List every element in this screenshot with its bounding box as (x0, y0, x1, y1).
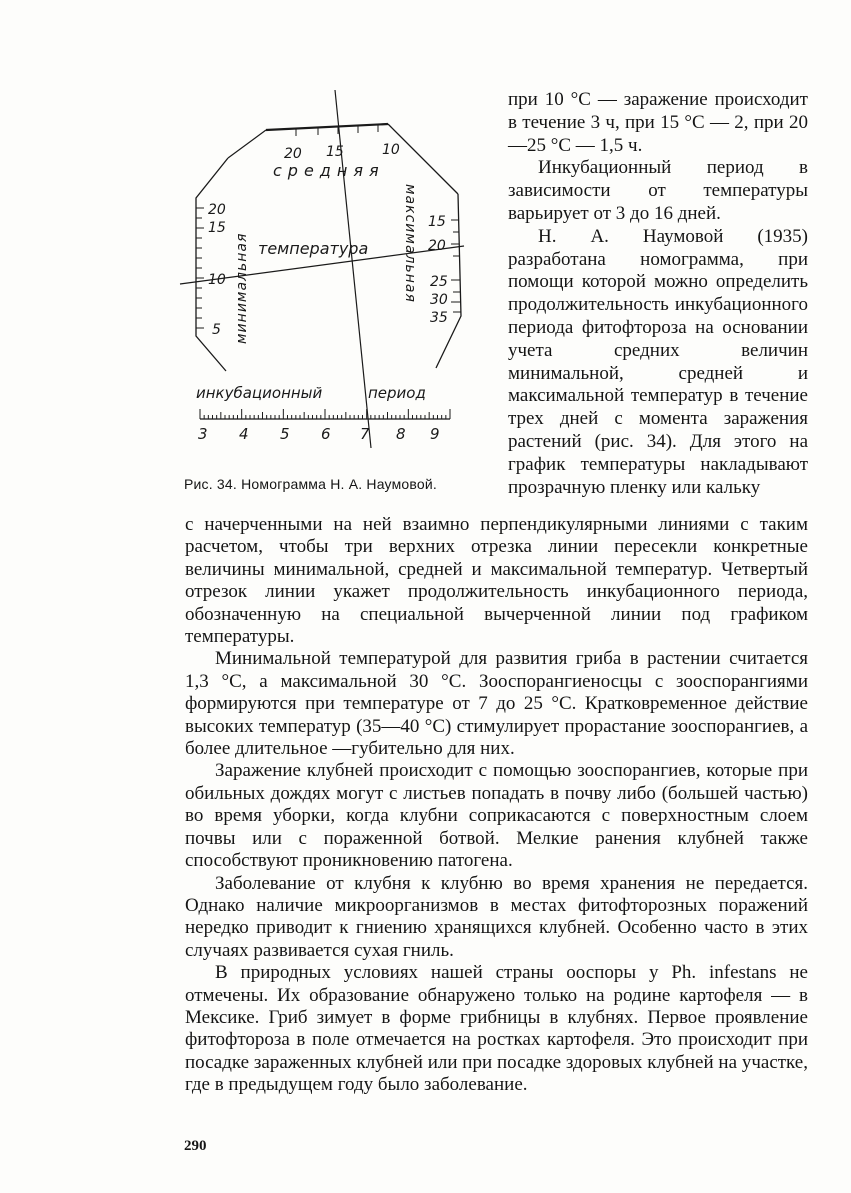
bottom-tick-8: 8 (396, 425, 406, 443)
right-tick-15: 15 (428, 214, 446, 230)
paragraph-nomogram-continued: с начерченными на ней взаимно перпендикулярными линиями с таким расчетом, чтобы три верхних отрезка линии пересекли конкретные величины минимальной, средней и максимальной температур. Четвертый отрезок линии укажет продолжительность инкубационного периода, обозначенную на специальной вычерченной линии под графиком температуры. (185, 514, 808, 648)
figure-caption: Рис. 34. Номограмма Н. А. Наумовой. (184, 476, 437, 492)
right-tick-30: 30 (430, 292, 448, 308)
bottom-tick-4: 4 (239, 425, 249, 443)
bottom-tick-3: 3 (198, 425, 208, 443)
label-period: период (368, 384, 426, 402)
paragraph-infection-time: при 10 °C — заражение происходит в течение 3 ч, при 15 °C — 2, при 20—25 °C — 1,5 ч. (508, 89, 808, 156)
left-scale (196, 208, 204, 328)
top-tick-15: 15 (326, 144, 344, 160)
bottom-tick-9: 9 (430, 425, 440, 443)
nomogram-figure (178, 86, 478, 506)
top-tick-10: 10 (382, 142, 400, 158)
paragraph-temperature-limits: Минимальной температурой для развития гриба в растении считается 1,3 °C, а максимальной 30 °C. Зооспорангиеносцы с зооспорангиями формируются при температуре от 7 до 25 °C. Кратковременное действие высоких температур (35—40 °C) стимулирует прорастание зооспорангиев, а более длительное —губительно для них. (185, 648, 808, 760)
paragraph-nomogram-intro: Н. А. Наумовой (1935) разработана номограмма, при помощи которой можно определить продолжительность инкубационного периода фитофтороза на основании учета средних величин минимальной, средней и максимальной температур в течение трех дней с момента заражения растений (рис. 34). Для этого на график температуры накладывают прозрачную пленку или кальку (508, 225, 808, 498)
bottom-tick-7: 7 (360, 425, 370, 443)
frame-left (196, 158, 228, 371)
main-body-text (185, 514, 808, 1097)
page-number: 290 (184, 1138, 207, 1154)
top-tick-20: 20 (284, 146, 302, 162)
left-tick-10: 10 (208, 272, 226, 288)
paragraph-tuber-infection: Заражение клубней происходит с помощью зооспорангиев, которые при обильных дождях могут с листьев попадать в почву либо (большей частью) во время уборки, когда клубни соприкасаются с поверхностным слоем почвы или с пораженной ботвой. Мелкие ранения клубней также способствуют проникновению патогена. (185, 760, 808, 872)
right-tick-25: 25 (430, 274, 448, 290)
right-tick-35: 35 (430, 310, 448, 326)
nomogram-drawing (178, 86, 478, 476)
bottom-tick-6: 6 (321, 425, 331, 443)
paragraph-oospores: В природных условиях нашей страны ооспоры у Ph. infestans не отмечены. Их образование обнаружено только на родине картофеля — в Мексике. Гриб зимует в форме грибницы в клубнях. Первое проявление фитофтороза в поле отмечается на ростках картофеля. Это происходит при посадке зараженных клубней или при посадке здоровых клубней на участке, где в предыдущем году было заболевание. (185, 962, 808, 1096)
paragraph-incubation-period: Инкубационный период в зависимости от температуры варьирует от 3 до 16 дней. (508, 157, 808, 224)
frame-top-right-diagonal (388, 124, 458, 194)
left-tick-5: 5 (212, 322, 221, 338)
right-tick-20: 20 (428, 238, 446, 254)
label-middle: средняя (273, 161, 385, 180)
right-column-text (508, 89, 808, 499)
incubation-scale-ticks (200, 409, 450, 419)
label-temperature: температура (258, 239, 369, 258)
left-tick-20: 20 (208, 202, 226, 218)
paragraph-storage: Заболевание от клубня к клубню во время хранения не передается. Однако наличие микроорганизмов в местах фитофторозных поражений нередко приводит к гниению хранящихся клубней. Особенно часто в этих случаях развивается сухая гниль. (185, 872, 808, 961)
left-tick-15: 15 (208, 220, 226, 236)
frame-top-left-diagonal (228, 130, 266, 158)
label-incubation: инкубационный (196, 384, 323, 402)
bottom-tick-5: 5 (280, 425, 290, 443)
label-maximal: максимальная (402, 184, 418, 303)
frame-top (266, 124, 388, 130)
label-minimal: минимальная (234, 232, 250, 344)
